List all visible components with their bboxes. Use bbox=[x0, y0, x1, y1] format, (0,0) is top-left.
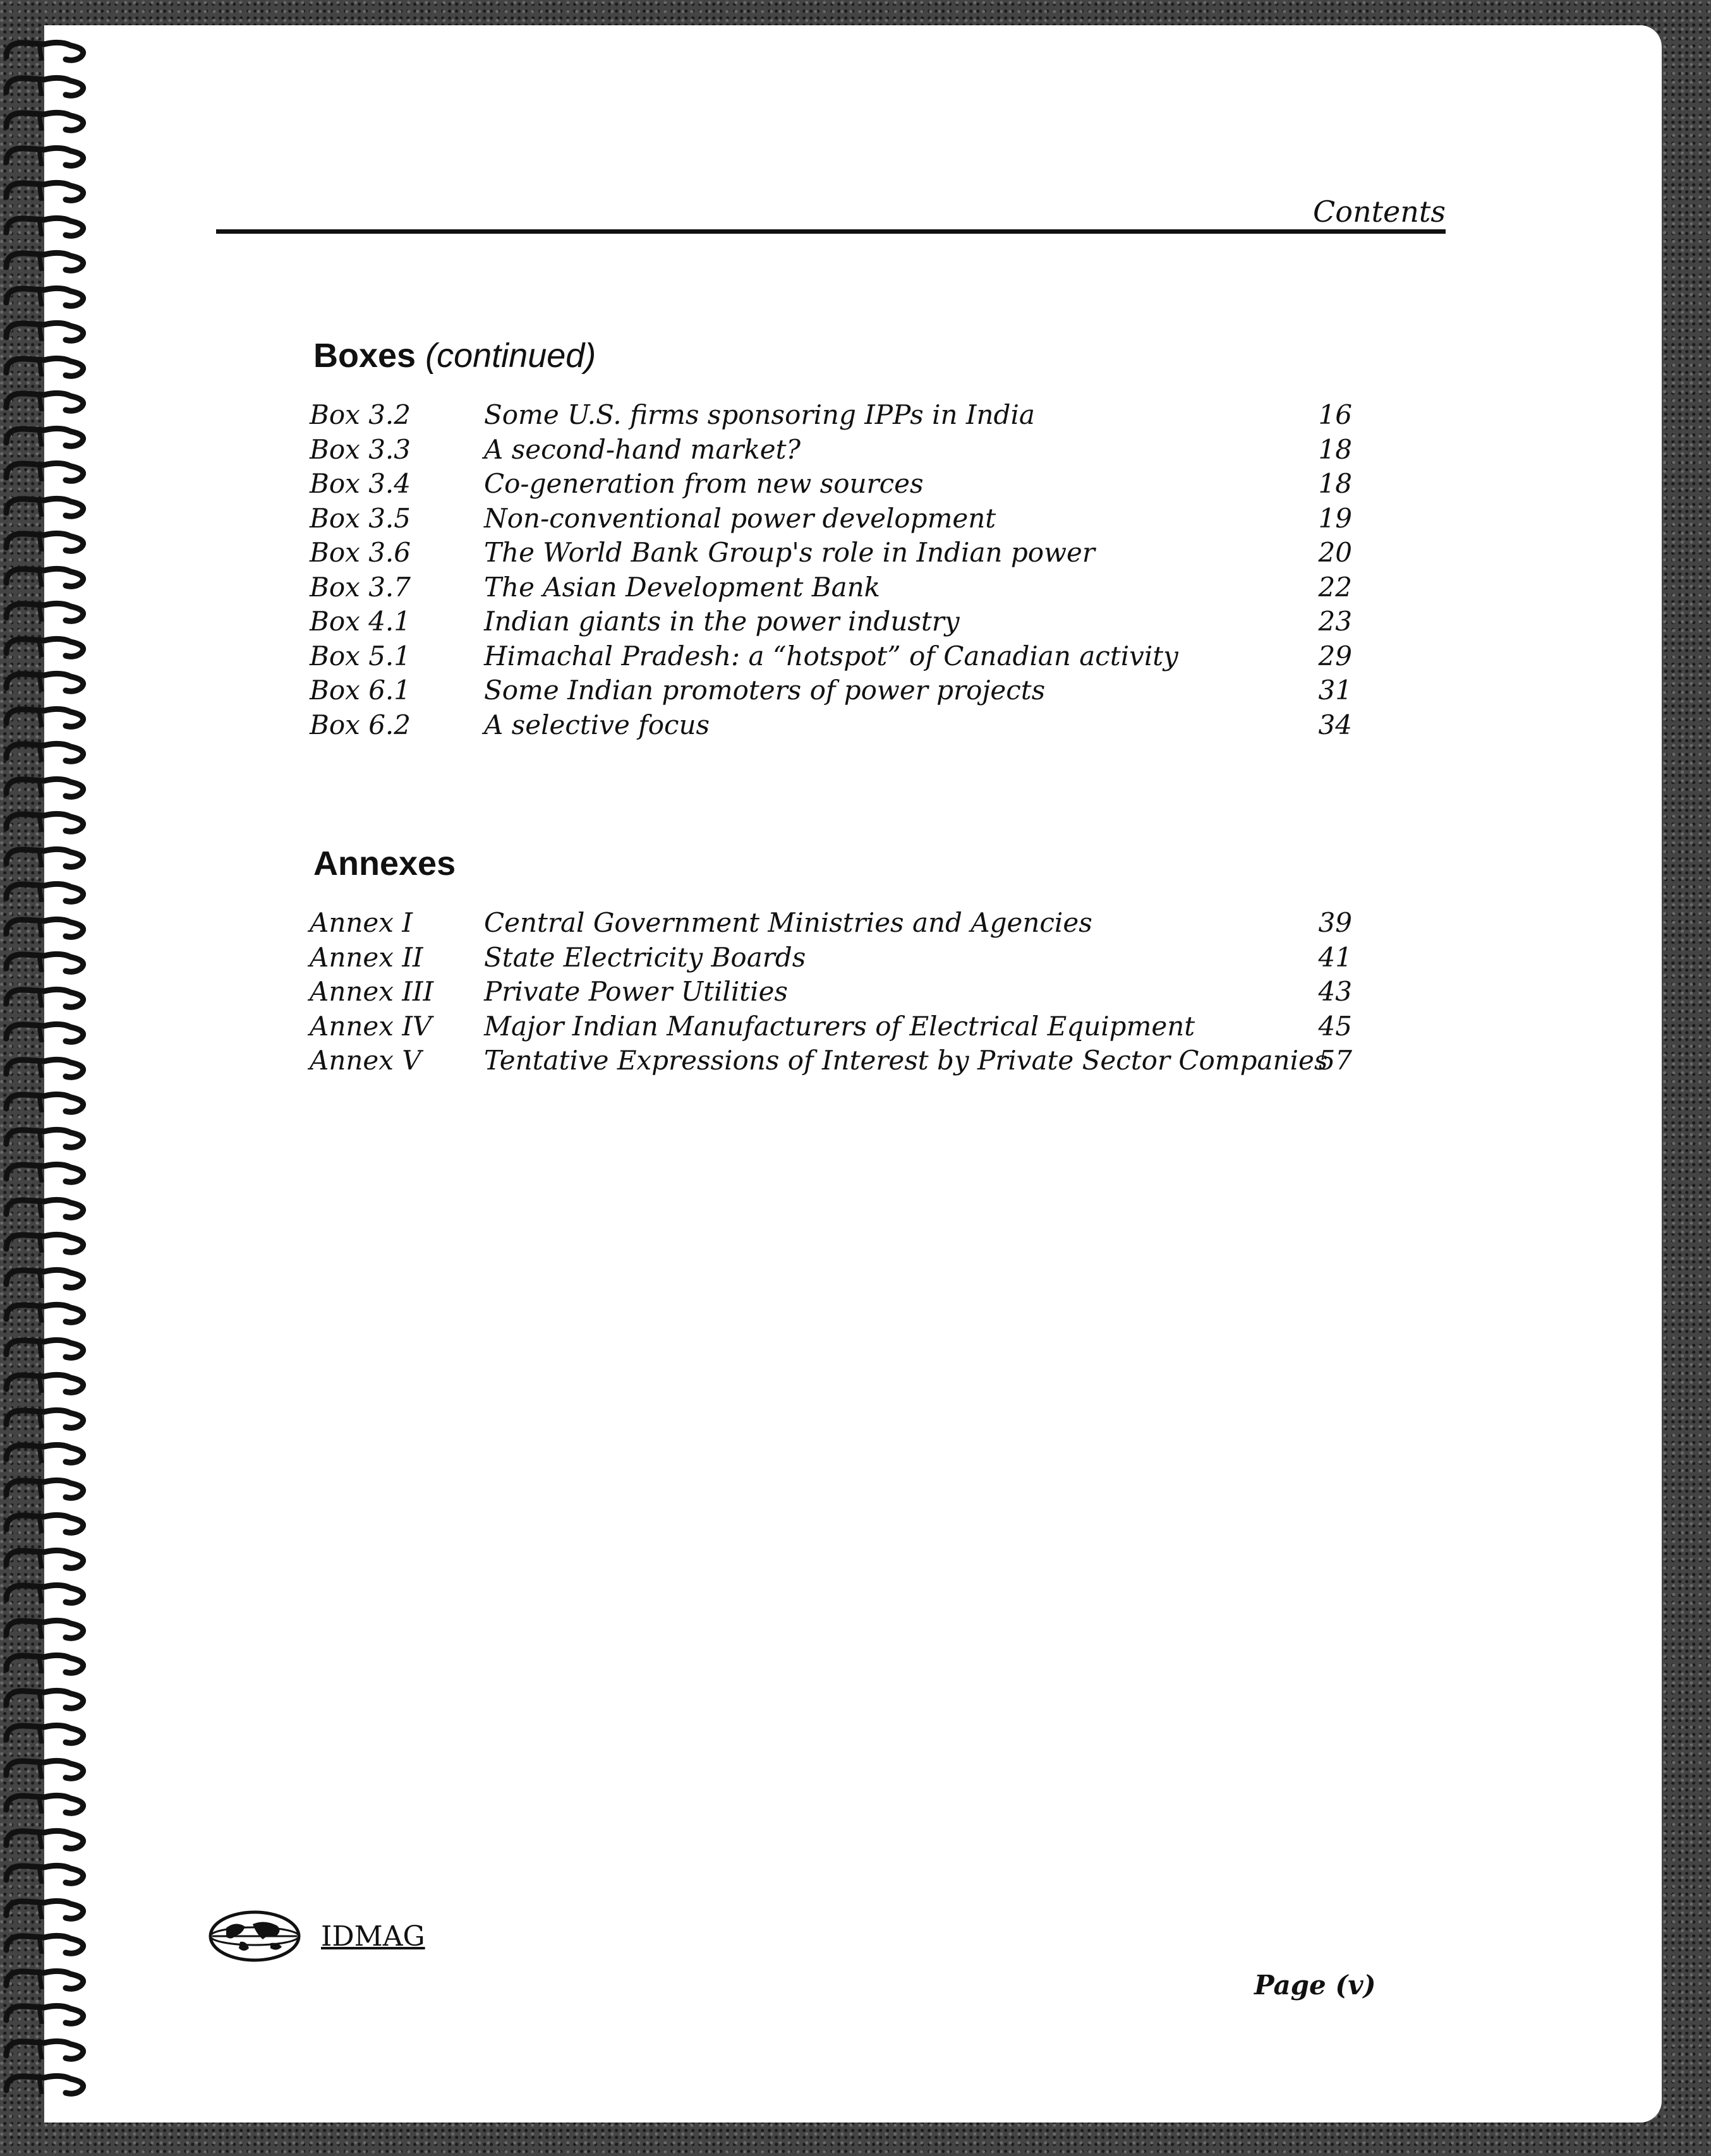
binding-coil bbox=[0, 1581, 95, 1606]
toc-label: Annex II bbox=[310, 941, 423, 973]
toc-page-number: 39 bbox=[1318, 907, 1352, 938]
idmag-logo-text: IDMAG bbox=[321, 1920, 425, 1953]
toc-title: Indian giants in the power industry bbox=[484, 606, 960, 637]
binding-coil bbox=[0, 354, 95, 379]
binding-coil bbox=[0, 2001, 95, 2027]
header-rule bbox=[216, 229, 1446, 234]
toc-page-number: 34 bbox=[1318, 709, 1352, 740]
toc-row bbox=[310, 709, 1352, 744]
toc-title: Private Power Utilities bbox=[484, 976, 788, 1007]
toc-page-number: 18 bbox=[1318, 433, 1352, 465]
toc-page-number: 18 bbox=[1318, 468, 1352, 499]
binding-coil bbox=[0, 1510, 95, 1536]
binding-coil bbox=[0, 1195, 95, 1220]
binding-coil bbox=[0, 599, 95, 624]
toc-page-number: 16 bbox=[1318, 399, 1352, 430]
toc-title: Himachal Pradesh: a “hotspot” of Canadian activity bbox=[484, 640, 1178, 671]
toc-label: Annex V bbox=[310, 1045, 421, 1076]
binding-coil bbox=[0, 1335, 95, 1361]
binding-coil bbox=[0, 879, 95, 905]
boxes-heading-suffix: (continued) bbox=[425, 337, 596, 375]
binding-coil bbox=[0, 459, 95, 484]
binding-coil bbox=[0, 739, 95, 764]
binding-coil bbox=[0, 1791, 95, 1816]
binding-coil bbox=[0, 1300, 95, 1325]
binding-coil bbox=[0, 248, 95, 274]
toc-row bbox=[310, 1011, 1352, 1045]
binding-coil bbox=[0, 1756, 95, 1781]
binding-coil bbox=[0, 1896, 95, 1922]
binding-coil bbox=[0, 704, 95, 730]
toc-page-number: 22 bbox=[1318, 571, 1352, 603]
binding-coil bbox=[0, 809, 95, 834]
binding-coil bbox=[0, 73, 95, 99]
binding-coil bbox=[0, 1651, 95, 1676]
binding-coil bbox=[0, 529, 95, 554]
binding-coil bbox=[0, 634, 95, 659]
binding-coil bbox=[0, 1406, 95, 1431]
toc-row bbox=[310, 503, 1352, 537]
binding-coil bbox=[0, 1230, 95, 1255]
toc-row bbox=[310, 907, 1352, 941]
toc-page-number: 20 bbox=[1318, 537, 1352, 568]
annexes-heading: Annexes bbox=[313, 845, 456, 882]
toc-title: A second-hand market? bbox=[484, 433, 801, 465]
binding-coil bbox=[0, 494, 95, 519]
toc-page-number: 41 bbox=[1318, 941, 1352, 973]
toc-page-number: 31 bbox=[1318, 675, 1352, 706]
toc-label: Annex III bbox=[310, 976, 434, 1007]
binding-coil bbox=[0, 985, 95, 1010]
page-number: Page (v) bbox=[1254, 1970, 1376, 2001]
toc-row bbox=[310, 1045, 1352, 1079]
binding-coil bbox=[0, 2071, 95, 2097]
toc-page-number: 19 bbox=[1318, 502, 1352, 534]
toc-row bbox=[310, 537, 1352, 571]
toc-title: Some U.S. firms sponsoring IPPs in India bbox=[484, 399, 1035, 430]
binding-coil bbox=[0, 774, 95, 800]
binding-coil bbox=[0, 1546, 95, 1571]
binding-coil bbox=[0, 1686, 95, 1711]
toc-label: Box 3.3 bbox=[310, 433, 411, 465]
toc-label: Box 3.4 bbox=[310, 468, 411, 499]
binding-coil bbox=[0, 1440, 95, 1466]
toc-title: Some Indian promoters of power projects bbox=[484, 675, 1046, 706]
toc-page-number: 23 bbox=[1318, 606, 1352, 637]
toc-row bbox=[310, 606, 1352, 640]
toc-label: Box 3.5 bbox=[310, 502, 411, 534]
binding-coil bbox=[0, 564, 95, 589]
page-header-title: Contents bbox=[1313, 195, 1446, 229]
binding-coil bbox=[0, 949, 95, 975]
binding-coil bbox=[0, 1476, 95, 1501]
toc-row bbox=[310, 641, 1352, 675]
toc-row bbox=[310, 675, 1352, 709]
binding-coil bbox=[0, 1125, 95, 1150]
binding-coil bbox=[0, 1370, 95, 1395]
binding-coil bbox=[0, 915, 95, 940]
binding-coil bbox=[0, 1265, 95, 1291]
binding-coil bbox=[0, 1020, 95, 1045]
binding-coil bbox=[0, 143, 95, 169]
toc-label: Box 5.1 bbox=[310, 640, 411, 671]
boxes-heading-text: Boxes bbox=[313, 337, 416, 375]
toc-label: Box 3.2 bbox=[310, 399, 411, 430]
binding-coil bbox=[0, 318, 95, 344]
toc-title: The World Bank Group's role in Indian power bbox=[484, 537, 1095, 568]
toc-row bbox=[310, 572, 1352, 606]
toc-page-number: 43 bbox=[1318, 976, 1352, 1007]
toc-label: Annex IV bbox=[310, 1010, 432, 1042]
toc-title: The Asian Development Bank bbox=[484, 571, 881, 603]
idmag-globe-logo bbox=[207, 1909, 302, 1963]
binding-coil bbox=[0, 108, 95, 133]
toc-title: Tentative Expressions of Interest by Private Sector Companies bbox=[484, 1045, 1328, 1076]
binding-coil bbox=[0, 1616, 95, 1641]
binding-coil bbox=[0, 845, 95, 870]
toc-row bbox=[310, 942, 1352, 976]
toc-label: Box 6.2 bbox=[310, 709, 411, 740]
toc-row bbox=[310, 399, 1352, 433]
binding-coil bbox=[0, 424, 95, 449]
toc-label: Box 6.1 bbox=[310, 675, 411, 706]
toc-title: Major Indian Manufacturers of Electrical Equipment bbox=[484, 1010, 1195, 1042]
toc-label: Box 4.1 bbox=[310, 606, 411, 637]
binding-coil bbox=[0, 388, 95, 414]
binding-coil bbox=[0, 1966, 95, 1992]
toc-title: Co-generation from new sources bbox=[484, 468, 924, 499]
toc-label: Annex I bbox=[310, 907, 413, 938]
boxes-heading bbox=[313, 336, 596, 375]
toc-title: A selective focus bbox=[484, 709, 710, 740]
toc-row bbox=[310, 976, 1352, 1010]
toc-label: Box 3.6 bbox=[310, 537, 411, 568]
binding-coil bbox=[0, 2037, 95, 2062]
binding-coil bbox=[0, 1055, 95, 1080]
binding-coil bbox=[0, 1861, 95, 1886]
binding-coil bbox=[0, 1721, 95, 1746]
binding-coil bbox=[0, 284, 95, 309]
binding-coil bbox=[0, 214, 95, 239]
toc-page-number: 29 bbox=[1318, 640, 1352, 671]
binding-coil bbox=[0, 178, 95, 203]
spiral-binding bbox=[0, 38, 107, 2116]
toc-row bbox=[310, 434, 1352, 468]
binding-coil bbox=[0, 1931, 95, 1956]
binding-coil bbox=[0, 669, 95, 694]
binding-coil bbox=[0, 1160, 95, 1185]
toc-title: Non-conventional power development bbox=[484, 502, 996, 534]
binding-coil bbox=[0, 1090, 95, 1115]
binding-coil bbox=[0, 1826, 95, 1852]
toc-page-number: 45 bbox=[1318, 1010, 1352, 1042]
toc-title: State Electricity Boards bbox=[484, 941, 806, 973]
binding-coil bbox=[0, 38, 95, 63]
toc-row bbox=[310, 468, 1352, 502]
toc-page-number: 57 bbox=[1318, 1045, 1352, 1076]
toc-label: Box 3.7 bbox=[310, 571, 411, 603]
toc-title: Central Government Ministries and Agencies bbox=[484, 907, 1092, 938]
